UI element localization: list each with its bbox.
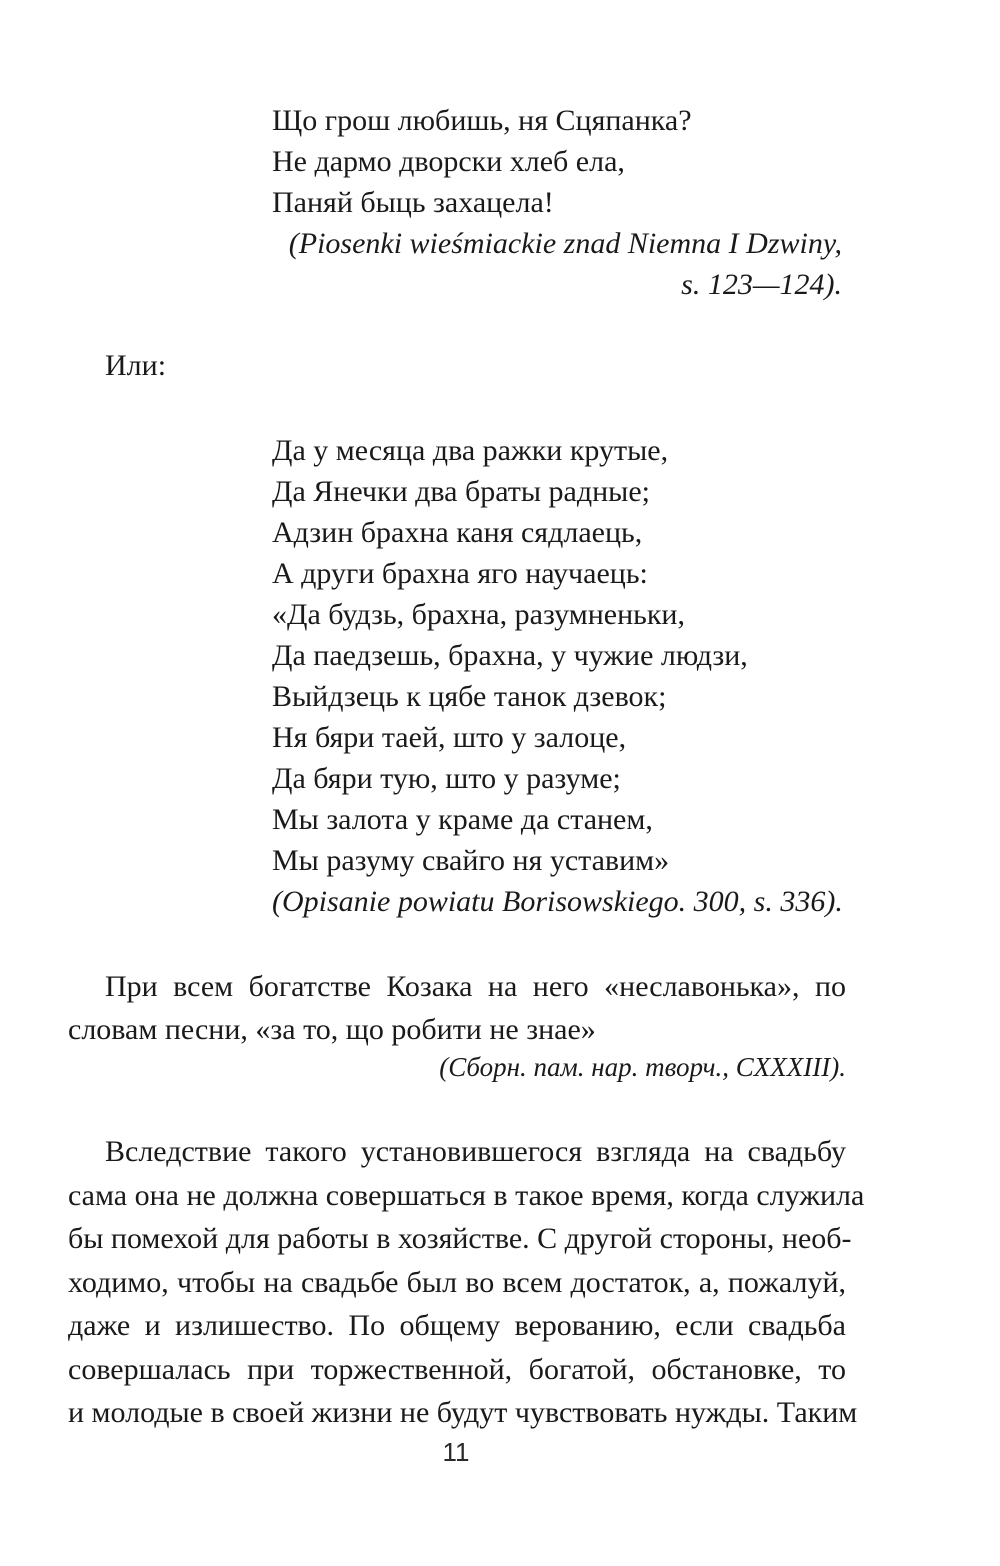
verse-block-2 bbox=[272, 430, 852, 922]
paragraph-1 bbox=[68, 965, 846, 1051]
verse-line: Выйдзець к цябе танок дзевок; bbox=[272, 680, 667, 713]
paragraph-line: бы помехой для работы в хозяйстве. С другой стороны, необ- bbox=[68, 1222, 852, 1255]
paragraph-line: и молодые в своей жизни не будут чувствовать нужды. Таким bbox=[68, 1396, 858, 1429]
transition-word: Или: bbox=[105, 349, 167, 382]
verse-line: «Да будзь, брахна, разумненьки, bbox=[272, 598, 685, 631]
citation-line: s. 123—124). bbox=[681, 268, 842, 301]
paragraph-2 bbox=[68, 1130, 865, 1435]
page-number: 11 bbox=[442, 1437, 470, 1467]
paragraph-line: даже и излишество. По общему верованию, если свадьба bbox=[68, 1309, 846, 1342]
verse-line: Паняй быць захацела! bbox=[272, 186, 554, 219]
paragraph-line: При всем богатстве Козака на него «неславонька», по bbox=[105, 970, 846, 1003]
verse-line: Да Янечки два браты радные; bbox=[272, 475, 650, 508]
verse-line: Адзин брахна каня сядлаець, bbox=[272, 516, 643, 549]
verse-line: Що грош любишь, ня Сцяпанка? bbox=[272, 104, 692, 137]
verse-line: Ня бяри таей, што у залоце, bbox=[272, 721, 627, 754]
citation-line: (Opisanie powiatu Borisowskiego. 300, s. 336). bbox=[272, 885, 843, 918]
paragraph-line: совершалась при торжественной, богатой, обстановке, то bbox=[68, 1352, 846, 1386]
paragraph-1-citation: (Сборн. пам. нар. творч., CXXXIII). bbox=[439, 1052, 846, 1082]
verse-line: Да бяри тую, што у разуме; bbox=[272, 762, 621, 795]
citation-line: (Piosenki wieśmiackie znad Niemna I Dzwiny, bbox=[288, 227, 842, 260]
paragraph-line: Вследствие такого установившегося взгляда на свадьбу bbox=[105, 1135, 846, 1168]
verse-line: А други брахна яго научаець: bbox=[272, 557, 648, 590]
paragraph-line: сама она не должна совершаться в такое время, когда служила bbox=[68, 1178, 865, 1212]
verse-block-1 bbox=[272, 100, 852, 305]
verse-line: Да у месяца два ражки крутые, bbox=[272, 434, 669, 467]
verse-2-citation bbox=[272, 881, 842, 922]
verse-line: Да паедзешь, брахна, у чужие людзи, bbox=[272, 639, 748, 672]
verse-line: Не дармо дворски хлеб ела, bbox=[272, 145, 625, 178]
verse-1-citation bbox=[272, 223, 842, 305]
paragraph-line: ходимо, чтобы на свадьбе был во всем достаток, а, пожалуй, bbox=[68, 1265, 846, 1299]
verse-line: Мы разуму свайго ня уставим» bbox=[272, 844, 670, 877]
verse-line: Мы залота у краме да станем, bbox=[272, 803, 653, 836]
paragraph-line: словам песни, «за то, що робити не знае» bbox=[68, 1013, 596, 1046]
